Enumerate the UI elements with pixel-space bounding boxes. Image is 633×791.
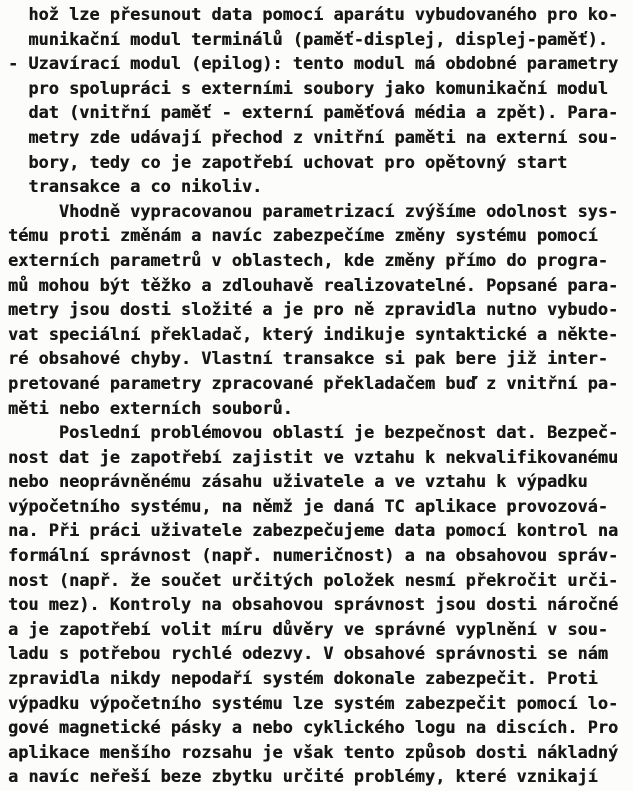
bullet-item-continuation bbox=[8, 2, 633, 51]
text-line: transakce a co nikoliv. bbox=[8, 176, 263, 197]
text-line: ré obsahové chyby. Vlastní transakce si pak bere již inter- bbox=[8, 348, 608, 369]
text-line: a je zapotřebí volit míru důvěry ve správné vyplnění v sou- bbox=[8, 618, 608, 639]
bullet-item-epilog bbox=[8, 51, 633, 199]
text-line: nebo neoprávněnému zásahu uživatele a ve vztahu k výpadku bbox=[8, 471, 588, 492]
paragraph-data-security bbox=[8, 420, 633, 789]
text-line: Vhodně vypracovanou parametrizací zvýšíme odolnost sys- bbox=[8, 200, 619, 221]
text-line: Poslední problémovou oblastí je bezpečnost dat. Bezpeč- bbox=[8, 422, 619, 443]
text-line: měti nebo externích souborů. bbox=[8, 397, 293, 418]
text-line: munikační modul terminálů (paměť-displej, displej-paměť). bbox=[8, 28, 608, 49]
text-line: aplikace menšího rozsahu je však tento způsob dosti nákladný bbox=[8, 741, 619, 762]
text-line: gové magnetické pásky a nebo cyklického logu na discích. Pro bbox=[8, 717, 619, 738]
paragraph-parametrization bbox=[8, 199, 633, 420]
text-line: zpravidla nikdy nepodaří systém dokonale zabezpečit. Proti bbox=[8, 668, 598, 689]
text-line: na. Při práci uživatele zabezpečujeme data pomocí kontrol na bbox=[8, 520, 619, 541]
text-line: formální správnost (např. numeričnost) a na obsahovou správ- bbox=[8, 545, 619, 566]
text-line: bory, tedy co je zapotřebí uchovat pro opětovný start bbox=[8, 151, 568, 172]
text-line: pro spolupráci s externími soubory jako komunikační modul bbox=[8, 77, 608, 98]
text-line: nost (např. že součet určitých položek nesmí překročit urči- bbox=[8, 569, 619, 590]
text-line: pretované parametry zpracované překladačem buď z vnitřní pa- bbox=[8, 372, 619, 393]
text-line: tou mez). Kontroly na obsahovou správnost jsou dosti náročné bbox=[8, 594, 619, 615]
text-line: metry zde udávají přechod z vnitřní paměti na externí sou- bbox=[8, 126, 619, 147]
text-line: a navíc neřeší beze zbytku určité problémy, které vznikají bbox=[8, 766, 598, 787]
text-line: externích parametrů v oblastech, kde změny přímo do progra- bbox=[8, 249, 608, 270]
text-line: výpočetního systému, na němž je daná TC aplikace provozová- bbox=[8, 495, 608, 516]
text-line: - Uzavírací modul (epilog): tento modul má obdobné parametry bbox=[8, 53, 619, 74]
text-line: nost dat je zapotřebí zajistit ve vztahu k nekvalifikovanému bbox=[8, 446, 619, 467]
text-line: dat (vnitřní paměť - externí paměťová média a zpět). Para- bbox=[8, 102, 619, 123]
text-line: ladu s potřebou rychlé odezvy. V obsahové správnosti se nám bbox=[8, 643, 608, 664]
text-line: výpadku výpočetního systému lze systém zabezpečit pomocí lo- bbox=[8, 692, 619, 713]
text-line: mů mohou být těžko a zdlouhavě realizovatelné. Popsané para- bbox=[8, 274, 619, 295]
text-line: vat speciální překladač, který indikuje syntaktické a někte- bbox=[8, 323, 619, 344]
text-line: metry jsou dosti složité a je pro ně zpravidla nutno vybudo- bbox=[8, 299, 619, 320]
text-line: hož lze přesunout data pomocí aparátu vybudovaného pro ko- bbox=[8, 4, 619, 24]
text-line: tému proti změnám a navíc zabezpečíme změny systému pomocí bbox=[8, 225, 598, 246]
